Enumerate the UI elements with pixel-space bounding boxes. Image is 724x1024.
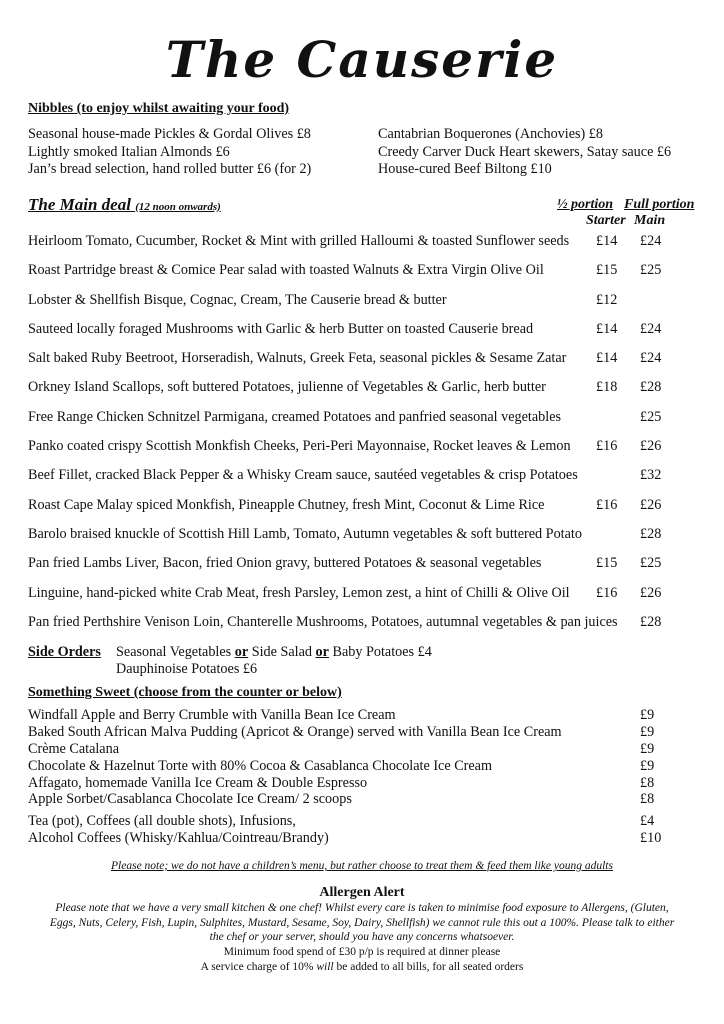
- dish-name: Sauteed locally foraged Mushrooms with Garlic & herb Butter on toasted Causerie bread: [28, 320, 534, 337]
- nibbles-right-column: [378, 126, 671, 179]
- main-dish-row: [28, 526, 708, 555]
- dish-name: Roast Partridge breast & Comice Pear salad with toasted Walnuts & Extra Virgin Olive Oil: [28, 262, 544, 279]
- starter-price: £15: [596, 555, 618, 572]
- main-price: £24: [640, 320, 662, 337]
- dish-name: Free Range Chicken Schnitzel Parmigana, creamed Potatoes and panfried seasonal vegetables: [28, 408, 562, 425]
- main-dish-row: [28, 262, 708, 291]
- main-dish-row: [28, 409, 708, 438]
- nibble-item: Cantabrian Boquerones (Anchovies) £8: [378, 126, 603, 142]
- dish-name: Lobster & Shellfish Bisque, Cognac, Cream, The Causerie bread & butter: [28, 291, 447, 308]
- main-price: £24: [640, 233, 662, 249]
- main-price: £25: [640, 555, 662, 572]
- sweet-row: [28, 791, 668, 808]
- sweet-price: £9: [640, 707, 655, 723]
- sweet-row: [28, 707, 668, 724]
- drink-price: £4: [640, 813, 655, 830]
- main-price: £28: [640, 379, 662, 396]
- side-orders-line-1: Seasonal Vegetables or Side Salad or Baby Potatoes £4: [116, 644, 432, 660]
- dish-name: Salt baked Ruby Beetroot, Horseradish, Walnuts, Greek Feta, seasonal pickles & Sesame Zatar: [28, 350, 567, 367]
- starter-price: £12: [596, 291, 618, 308]
- sweet-name: Windfall Apple and Berry Crumble with Vanilla Bean Ice Cream: [28, 707, 396, 723]
- allergen-text: Please note that we have a very small kitchen & one chef! Whilst every care is taken to minimise food exposure to Allergens, (Gluten, Eggs, Nuts, Celery, Fish, Lupin, Sulphites, Mustard, Sesame, Soy, Dairy, Shellfish) we cannot rule this out a 100%. Please talk to either the chef or your server, should you have any concerns whatsoever.: [49, 902, 675, 943]
- sweet-row: [28, 741, 668, 758]
- spend-and-service: [0, 945, 724, 974]
- main-dish-row: [28, 467, 708, 496]
- side-orders-line-2: Dauphinoise Potatoes £6: [116, 661, 258, 677]
- main-dishes-list: [28, 233, 708, 643]
- dish-name: Roast Cape Malay spiced Monkfish, Pineapple Chutney, fresh Mint, Coconut & Lime Rice: [28, 496, 545, 513]
- main-dish-row: [28, 555, 708, 584]
- dish-name: Orkney Island Scallops, soft buttered Potatoes, julienne of Vegetables & Garlic, herb butter: [28, 379, 546, 396]
- main-price: £28: [640, 525, 662, 542]
- minimum-spend: Minimum food spend of £30 p/p is required at dinner please: [223, 946, 501, 958]
- nibble-item: Lightly smoked Italian Almonds £6: [28, 143, 230, 160]
- main-price: £26: [640, 438, 662, 455]
- main-dish-row: [28, 614, 708, 643]
- main-price: £24: [640, 350, 662, 367]
- nibble-item: Jan’s bread selection, hand rolled butter £6 (for 2): [28, 161, 312, 177]
- sweet-price: £9: [640, 757, 655, 774]
- sweet-row: [28, 775, 668, 792]
- sweet-name: Baked South African Malva Pudding (Apricot & Orange) served with Vanilla Bean Ice Cream: [28, 723, 562, 740]
- main-price: £25: [640, 408, 662, 425]
- starter-price: £18: [596, 379, 618, 396]
- dish-name: Panko coated crispy Scottish Monkfish Cheeks, Peri-Peri Mayonnaise, Rocket leaves & Lemon: [28, 438, 571, 455]
- side-orders-heading: Side Orders: [28, 644, 101, 660]
- drink-name: Alcohol Coffees (Whisky/Kahlua/Cointreau/Brandy): [28, 830, 329, 847]
- nibbles-heading: Nibbles (to enjoy whilst awaiting your food): [28, 101, 290, 116]
- half-portion-label: ½ portion: [557, 197, 614, 212]
- starter-label: Starter: [586, 213, 626, 228]
- service-charge: A service charge of 10% will be added to all bills, for all seated orders: [200, 960, 524, 973]
- main-dish-row: [28, 379, 708, 408]
- dish-name: Barolo braised knuckle of Scottish Hill Lamb, Tomato, Autumn vegetables & soft buttered Potato: [28, 525, 582, 542]
- drink-row: [28, 813, 668, 830]
- sweet-row: [28, 724, 668, 741]
- main-dish-row: [28, 292, 708, 321]
- main-dish-row: [28, 350, 708, 379]
- starter-price: £15: [596, 262, 618, 279]
- main-dish-row: [28, 497, 708, 526]
- main-price: £26: [640, 584, 662, 601]
- main-dish-row: [28, 233, 708, 262]
- dish-name: Linguine, hand-picked white Crab Meat, fresh Parsley, Lemon zest, a hint of Chilli & Olive Oil: [28, 584, 570, 601]
- starter-price: £16: [596, 438, 618, 455]
- main-price: £28: [640, 613, 662, 630]
- main-deal-title: The Main deal: [28, 195, 131, 214]
- main-deal-hours: (12 noon onwards): [135, 201, 221, 213]
- starter-price: £14: [596, 320, 618, 337]
- drink-row: [28, 830, 668, 847]
- main-dish-row: [28, 321, 708, 350]
- starter-price: £14: [596, 350, 618, 367]
- drink-price: £10: [640, 830, 662, 847]
- sweet-row: [28, 758, 668, 775]
- starter-price: £16: [596, 496, 618, 513]
- nibble-item: Creedy Carver Duck Heart skewers, Satay sauce £6: [378, 143, 672, 160]
- sweet-name: Crème Catalana: [28, 740, 119, 757]
- sweet-name: Apple Sorbet/Casablanca Chocolate Ice Cream/ 2 scoops: [28, 791, 352, 808]
- sweets-list: [28, 707, 668, 847]
- menu-title: The Causerie: [165, 30, 559, 89]
- main-label: Main: [634, 213, 666, 228]
- sweet-price: £9: [640, 740, 655, 757]
- main-price: £26: [640, 496, 662, 513]
- main-price: £32: [640, 467, 662, 484]
- dish-name: Pan fried Lambs Liver, Bacon, fried Onion gravy, buttered Potatoes & seasonal vegetables: [28, 555, 542, 572]
- main-dish-row: [28, 585, 708, 614]
- dish-name: Heirloom Tomato, Cucumber, Rocket & Mint with grilled Halloumi & toasted Sunflower seeds: [28, 233, 570, 249]
- nibble-item: Seasonal house-made Pickles & Gordal Olives £8: [28, 126, 311, 142]
- sweet-price: £9: [640, 723, 655, 740]
- children-note: Please note; we do not have a children’s menu, but rather choose to treat them & feed them like young adults: [111, 860, 613, 872]
- sweet-price: £8: [640, 774, 655, 791]
- dish-name: Pan fried Perthshire Venison Loin, Chanterelle Mushrooms, Potatoes, autumnal vegetables & pan juices: [28, 613, 618, 630]
- sweet-name: Affagato, homemade Vanilla Ice Cream & Double Espresso: [28, 774, 368, 791]
- dish-name: Beef Fillet, cracked Black Pepper & a Whisky Cream sauce, sautéed vegetables & crisp Potatoes: [28, 467, 578, 484]
- allergen-title: Allergen Alert: [319, 885, 405, 900]
- sweet-price: £8: [640, 791, 655, 808]
- full-portion-label: Full portion: [624, 197, 695, 212]
- starter-price: £14: [596, 233, 618, 249]
- drink-name: Tea (pot), Coffees (all double shots), Infusions,: [28, 813, 296, 830]
- nibble-item: House-cured Beef Biltong £10: [378, 161, 552, 177]
- sweets-heading: Something Sweet (choose from the counter or below): [28, 685, 342, 700]
- starter-price: £16: [596, 584, 618, 601]
- main-dish-row: [28, 438, 708, 467]
- main-deal-heading: [28, 195, 221, 215]
- main-price: £25: [640, 262, 662, 279]
- nibbles-left-column: [28, 126, 311, 179]
- sweet-name: Chocolate & Hazelnut Torte with 80% Cocoa & Casablanca Chocolate Ice Cream: [28, 757, 493, 774]
